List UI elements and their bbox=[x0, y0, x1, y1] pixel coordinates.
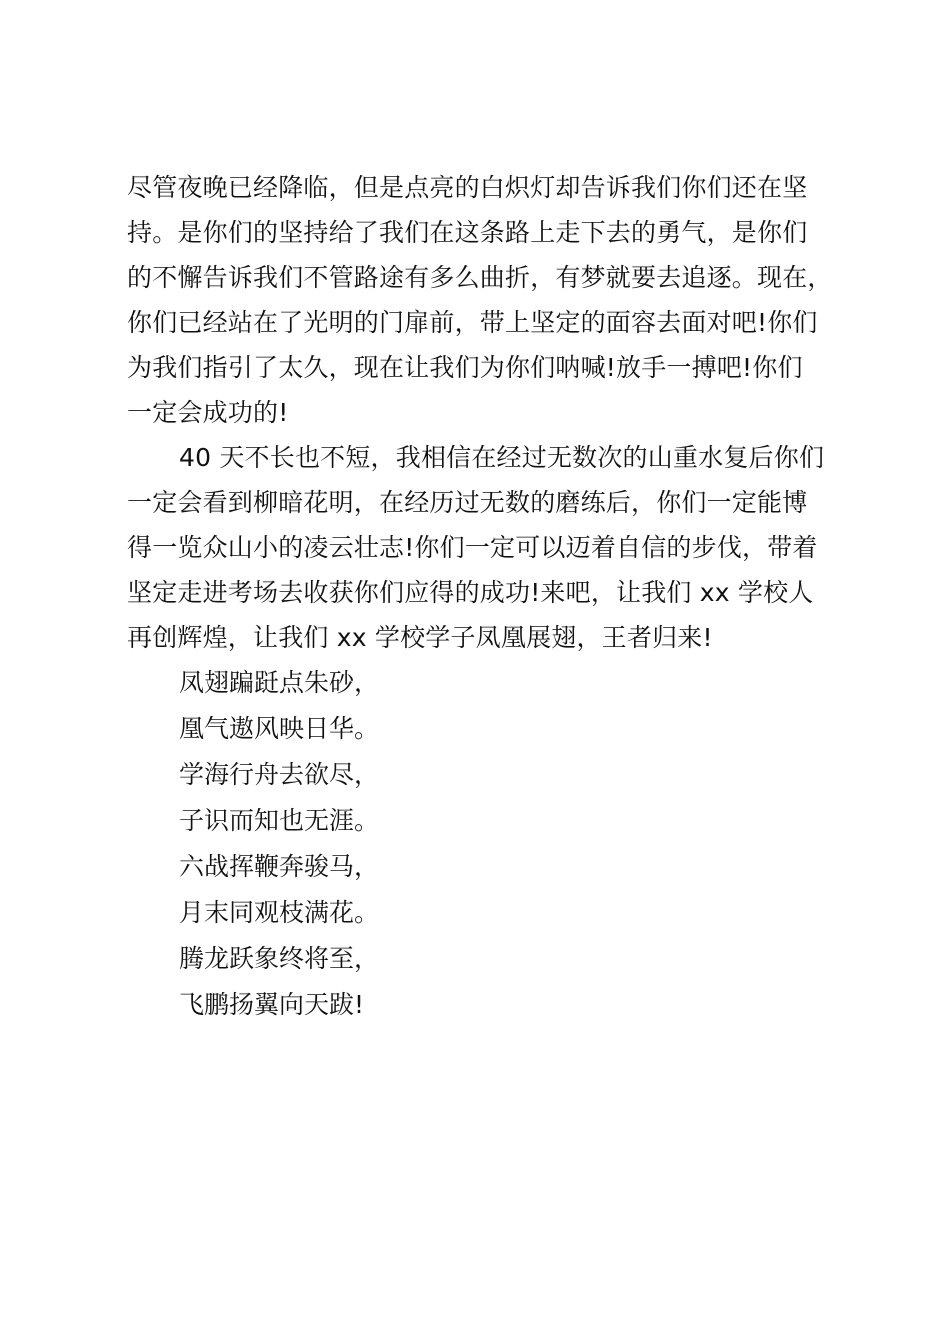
text-line: 持。是你们的坚持给了我们在这条路上走下去的勇气，是你们 bbox=[127, 218, 808, 247]
text-line: 40 天不长也不短，我相信在经过无数次的山重水复后你们 bbox=[179, 443, 825, 472]
text-line: 一定会看到柳暗花明，在经历过无数的磨练后，你们一定能博 bbox=[127, 488, 808, 517]
text-line: 一定会成功的! bbox=[127, 398, 289, 427]
poem-line: 飞鹏扬翼向天跋! bbox=[179, 990, 365, 1019]
poem bbox=[127, 660, 839, 1028]
poem-line: 腾龙跃象终将至， bbox=[179, 944, 380, 973]
paragraph-1 bbox=[127, 165, 839, 435]
text-line: 为我们指引了太久，现在让我们为你们呐喊!放手一搏吧!你们 bbox=[127, 353, 803, 382]
paragraph-2 bbox=[127, 435, 839, 660]
poem-line: 子识而知也无涯。 bbox=[179, 806, 380, 835]
text-line: 得一览众山小的凌云壮志!你们一定可以迈着自信的步伐，带着 bbox=[127, 533, 818, 562]
text-line: 坚定走进考场去收获你们应得的成功!来吧，让我们 xx 学校人 bbox=[127, 578, 814, 607]
poem-line: 学海行舟去欲尽， bbox=[179, 760, 380, 789]
poem-line: 凤翅蹁跹点朱砂， bbox=[179, 668, 380, 697]
text-line: 再创辉煌，让我们 xx 学校学子凤凰展翅，王者归来! bbox=[127, 623, 713, 652]
body-text bbox=[127, 165, 839, 1028]
poem-line: 六战挥鞭奔骏马， bbox=[179, 852, 380, 881]
text-line: 尽管夜晚已经降临，但是点亮的白炽灯却告诉我们你们还在坚 bbox=[127, 173, 808, 202]
poem-line: 月末同观枝满花。 bbox=[179, 898, 380, 927]
poem-line: 凰气遨风映日华。 bbox=[179, 714, 380, 743]
text-line: 的不懈告诉我们不管路途有多么曲折，有梦就要去追逐。现在， bbox=[127, 263, 833, 292]
text-line: 你们已经站在了光明的门扉前，带上坚定的面容去面对吧!你们 bbox=[127, 308, 818, 337]
